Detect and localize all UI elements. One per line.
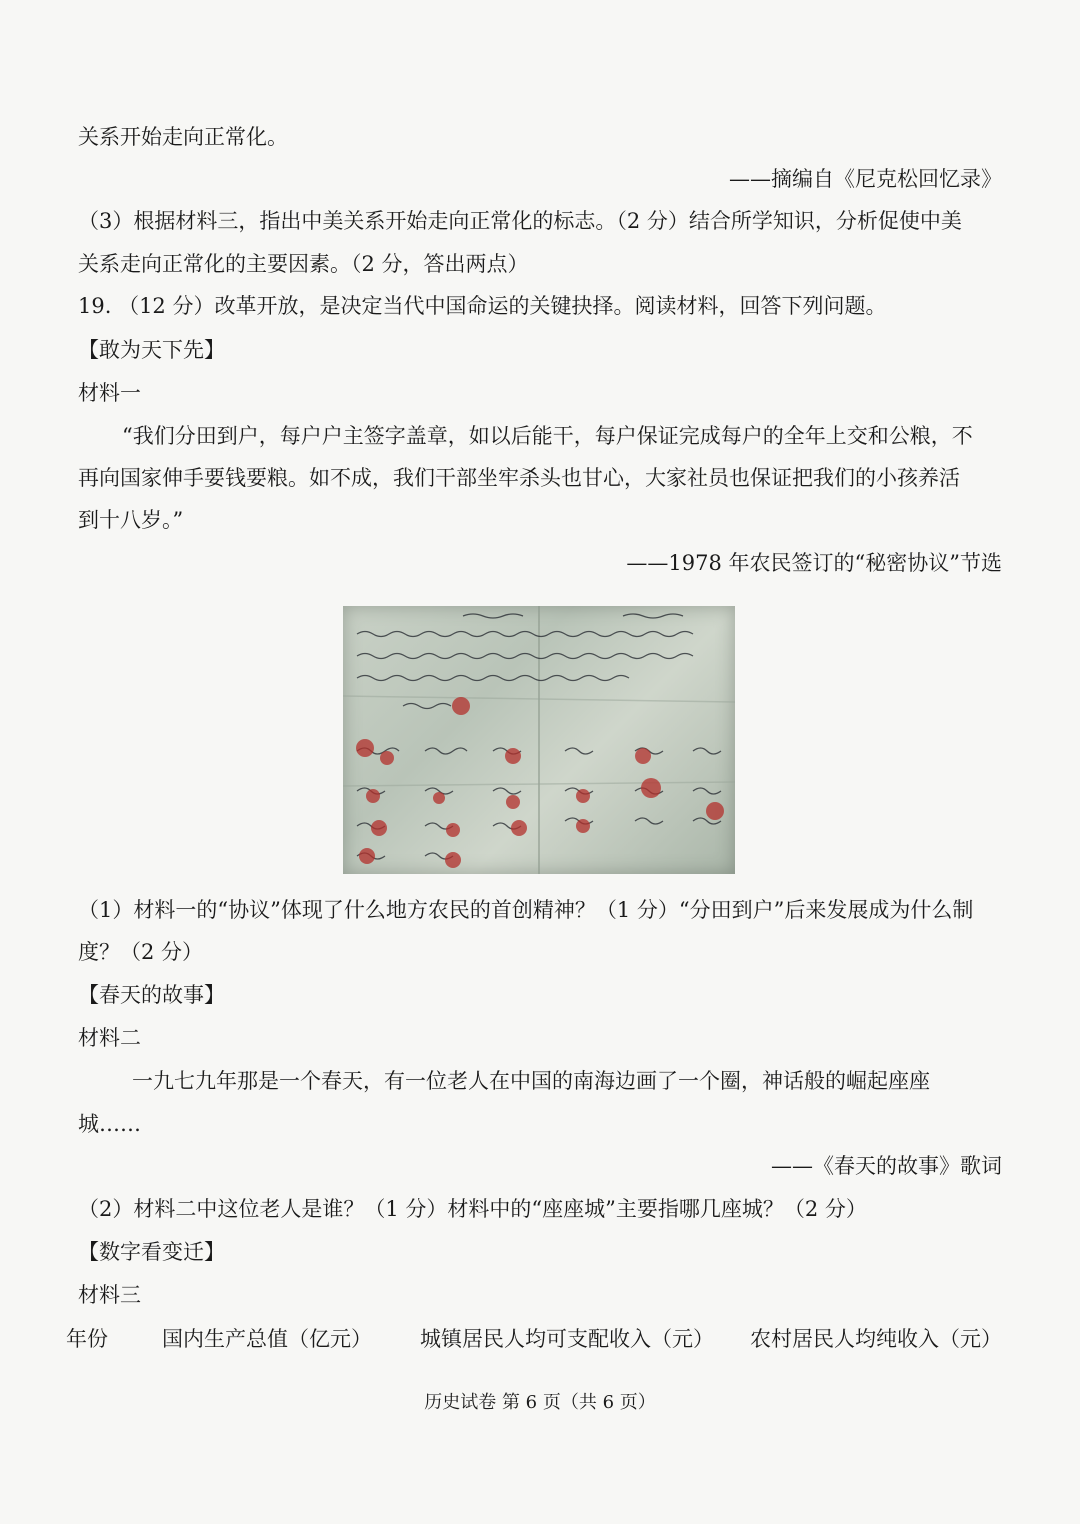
quote-line: 再向国家伸手要钱要粮。如不成，我们干部坐牢杀头也甘心，大家社员也保证把我们的小孩养活 [78, 466, 960, 490]
quote-line: 到十八岁。” [78, 508, 184, 532]
material-label: 材料二 [78, 1026, 141, 1050]
source-citation: ——《春天的故事》歌词 [771, 1154, 1002, 1178]
quote-paragraph: “我们分田到户，每户户主签字盖章，如以后能干，每户保证完成每户的全年上交和公粮，不 [122, 424, 973, 448]
table-header-rural-income: 农村居民人均纯收入（元） [750, 1327, 1002, 1351]
question-19-title: 19. （12 分）改革开放，是决定当代中国命运的关键抉择。阅读材料，回答下列问题。 [78, 294, 887, 318]
question-1-continued: 度？（2 分） [78, 940, 204, 964]
handwritten-agreement-photo-icon [343, 606, 735, 874]
material-label: 材料一 [78, 381, 141, 405]
section-heading: 【敢为天下先】 [78, 338, 225, 362]
source-citation: ——摘编自《尼克松回忆录》 [729, 167, 1002, 191]
table-header-gdp: 国内生产总值（亿元） [162, 1327, 372, 1351]
question-1: （1）材料一的“协议”体现了什么地方农民的首创精神？（1 分）“分田到户”后来发展成为什么制 [78, 898, 974, 922]
page-footer: 历史试卷 第 6 页（共 6 页） [424, 1392, 656, 1413]
material-label: 材料三 [78, 1283, 141, 1307]
question-3-continued: 关系走向正常化的主要因素。（2 分，答出两点） [78, 252, 529, 276]
table-header-year: 年份 [66, 1327, 108, 1351]
table-header-urban-income: 城镇居民人均可支配收入（元） [420, 1327, 714, 1351]
question-3: （3）根据材料三，指出中美关系开始走向正常化的标志。（2 分）结合所学知识，分析促使中美 [78, 209, 962, 233]
source-citation: ——1978 年农民签订的“秘密协议”节选 [626, 551, 1002, 575]
lyrics-paragraph: 一九七九年那是一个春天，有一位老人在中国的南海边画了一个圈，神话般的崛起座座 [132, 1069, 930, 1093]
section-heading: 【春天的故事】 [78, 983, 225, 1007]
question-2: （2）材料二中这位老人是谁？（1 分）材料中的“座座城”主要指哪几座城？（2 分） [78, 1197, 867, 1221]
text-line: 关系开始走向正常化。 [78, 125, 288, 149]
lyrics-line: 城…… [78, 1112, 141, 1136]
section-heading: 【数字看变迁】 [78, 1240, 225, 1264]
